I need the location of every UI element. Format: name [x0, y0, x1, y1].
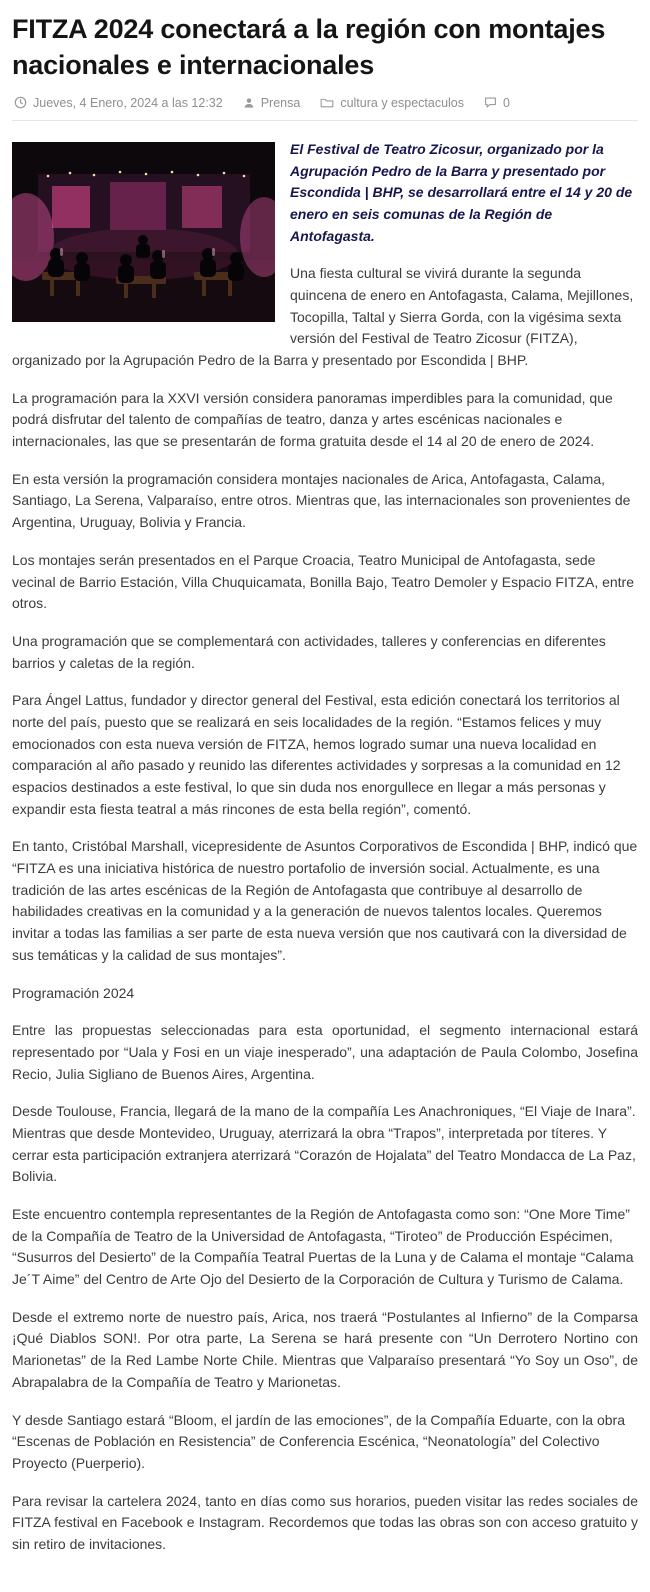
- meta-comments-count[interactable]: 0: [503, 95, 510, 110]
- paragraph-3: En esta versión la programación considera montajes nacionales de Arica, Antofagasta, Calama, Santiago, La Serena, Valparaíso, entre otros. Mientras que, las internacionales son provenientes de Argentina, Uruguay, Bolivia y Francia.: [12, 470, 631, 531]
- paragraph-6: Para Ángel Lattus, fundador y director general del Festival, esta edición conectará los territorios al norte del país, puesto que se realizará en seis localidades de la región. “Estamos felices y muy emocionados con esta nueva versión de FITZA, hemos logrado sumar una nueva localidad en comparación al año pasado y reunido las diferentes actividades y sorpresas a la comunidad en 12 espacios destinados a este festival, lo que sin duda nos enorgullece en llegar a más personas y expandir esta fiesta teatral a más rincones de esta bella región”, comentó.: [12, 692, 621, 817]
- meta-date-text: Jueves, 4 Enero, 2024 a las 12:32: [33, 95, 223, 110]
- paragraph-8: Programación 2024: [12, 984, 135, 1001]
- stage-photo-illustration: [12, 142, 275, 322]
- paragraph-14: Para revisar la cartelera 2024, tanto en días como sus horarios, pueden visitar las redes sociales de FITZA festival en Facebook e Instagram. Recordemos que todas las obras son con acceso gratuito y sin retiro de invitaciones.: [12, 1492, 638, 1552]
- paragraph-1: Una fiesta cultural se vivirá durante la segunda quincena de enero en Antofagasta, Calama, Mejillones, Tocopilla, Taltal y Sierra Gorda, con la vigésima sexta versión del Festival de Teatro Zicosur (FITZA), organizado por la Agrupación Pedro de la Barra y presentado por Escondida | BHP.: [12, 265, 634, 368]
- divider: [12, 120, 638, 121]
- paragraph-5: Una programación que se complementará con actividades, talleres y conferencias en diferentes barrios y caletas de la región.: [12, 632, 606, 671]
- paragraph-10: Desde Toulouse, Francia, llegará de la mano de la compañía Les Anachroniques, “El Viaje de Inara”. Mientras que desde Montevideo, Uruguay, aterrizará la obra “Trapos”, interpretada por títeres. Y cerrar esta participación extranjera aterrizará “Corazón de Hojalata” del Teatro Mondacca de La Paz, Bolivia.: [12, 1103, 636, 1185]
- article-body: [12, 139, 638, 1572]
- meta-category[interactable]: [320, 96, 464, 110]
- clock-icon: [14, 96, 27, 109]
- paragraph-4: Los montajes serán presentados en el Parque Croacia, Teatro Municipal de Antofagasta, sede vecinal de Barrio Estación, Villa Chuquicamata, Bonilla Bajo, Teatro Demoler y Espacio FITZA, entre otros.: [12, 551, 635, 612]
- meta-category-link[interactable]: cultura y espectaculos: [340, 95, 465, 110]
- meta-author-text[interactable]: Prensa: [260, 95, 301, 110]
- user-icon: [243, 97, 255, 109]
- paragraph-13: Y desde Santiago estará “Bloom, el jardín de las emociones”, de la Compañía Eduarte, con la obra “Escenas de Población en Resistencia” de Conferencia Escénica, “Neonatología” del Colectivo Proyecto (Puerperio).: [12, 1411, 625, 1471]
- paragraph-2: La programación para la XXVI versión considera panoramas imperdibles para la comunidad, que podrá disfrutar del talento de compañías de teatro, danza y artes escénicas nacionales e internacionales, las que se presentarán de forma gratuita desde el 14 al 20 de enero de 2024.: [12, 389, 613, 450]
- paragraph-12: Desde el extremo norte de nuestro país, Arica, nos traerá “Postulantes al Infierno” de la Comparsa ¡Qué Diablos SON!. Por otra parte, La Serena se hará presente con “Un Derrotero Nortino con Marionetas” de la Red Lambe Norte Chile. Mientras que Valparaíso presentará “Yo Soy un Oso”, de Abrapalabra de la Compañía de Teatro y Marionetas.: [12, 1308, 638, 1390]
- paragraph-7: En tanto, Cristóbal Marshall, vicepresidente de Asuntos Corporativos de Escondida | BHP, indicó que “FITZA es una iniciativa histórica de nuestro portafolio de inversión social. Actualmente, es una tradición de las artes escénicas de la Región de Antofagasta que contribuye al desarrollo de habilidades creativas en la comunidad y a la generación de nuevos talentos locales. Queremos invitar a todas las familias a ser parte de esta nueva versión que nos cautivará con la diversidad de sus temáticas y la calidad de sus montajes”.: [12, 838, 638, 963]
- article-image: [12, 142, 275, 322]
- meta-date: [14, 96, 223, 110]
- meta-comments[interactable]: [484, 96, 510, 110]
- comment-icon: [484, 96, 497, 109]
- folder-icon: [320, 96, 334, 109]
- meta-author[interactable]: [243, 96, 301, 110]
- lead-paragraph: El Festival de Teatro Zicosur, organizado por la Agrupación Pedro de la Barra y presentado por Escondida | BHP, se desarrollará entre el 14 y 20 de enero en seis comunas de la Región de Antofagasta.: [290, 140, 633, 244]
- paragraph-9: Entre las propuestas seleccionadas para esta oportunidad, el segmento internacional estará representado por “Uala y Fosi en un viaje inesperado”, una adaptación de Paula Colombo, Josefina Recio, Julia Sigliano de Buenos Aires, Argentina.: [12, 1022, 638, 1082]
- post-meta: [14, 96, 638, 110]
- paragraph-11: Este encuentro contempla representantes de la Región de Antofagasta como son: “One More Time” de la Compañía de Teatro de la Universidad de Antofagasta, “Tiroteo” de Producción Espécimen, “Susurros del Desierto” de la Compañía Teatral Puertas de la Luna y de Calama el montaje “Calama Je´T Aime” del Centro de Arte Ojo del Desierto de la Corporación de Cultura y Turismo de Calama.: [12, 1206, 634, 1288]
- page-title: FITZA 2024 conectará a la región con montajes nacionales e internacionales: [12, 14, 606, 80]
